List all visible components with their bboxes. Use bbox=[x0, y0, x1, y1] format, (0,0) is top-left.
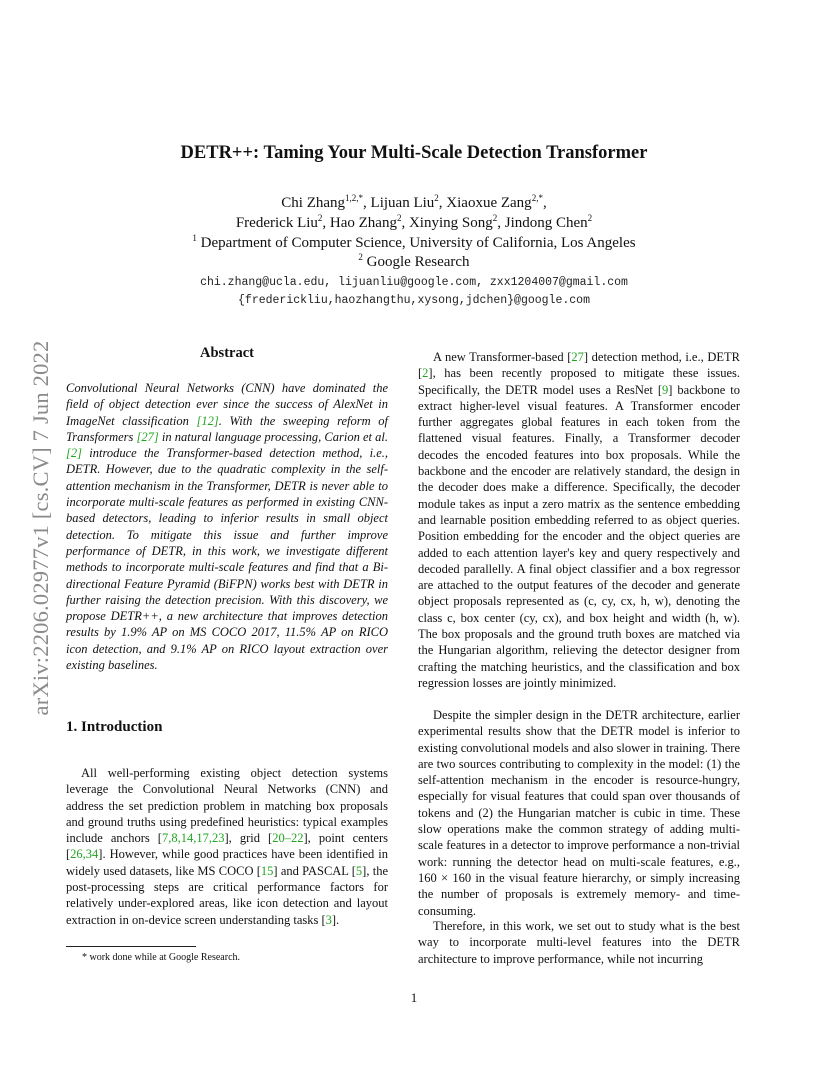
right-paragraph-1: A new Transformer-based [27] detection method, i.e., DETR [2], has been recently proposed to mitigate these issues. Specifically, the DETR model uses a ResNet [9] backbone to extract higher-level visual features. A Transformer encoder further aggregates global features in each token from the flattened visual features. Finally, a Transformer decoder decodes the encoded features into box proposals. While the backbone and the encoder are relatively standard, the design in the decoder does make a difference. Specifically, the decoder module takes as input a zero matrix as the sentence embedding and learnable position embedding referred to as object queries. Position embedding for the encoder and the object queries are added to each attention layer's key and query respectively and decoded parallelly. A final object classifier and a box regressor are attached to the output features of the decoder and generate object proposals represented as (c, cy, cx, h, w), denoting the class c, box center (cy, cx), and box height and width (h, w). The box proposals and the ground truth boxes are matched via the Hungarian algorithm, relieving the detector designer from crafting the matching heuristics, and the classification and box regression losses are jointly minimized. bbox=[418, 350, 741, 690]
affiliation-1: $^1$ Department of Computer Science, University of California, Los Angeles bbox=[192, 233, 636, 251]
citation-link[interactable]: 9 bbox=[662, 382, 669, 397]
citation-link[interactable]: 3 bbox=[325, 912, 332, 927]
email-line-2: {frederickliu,haozhangthu,xysong,jdchen}@google.com bbox=[238, 294, 590, 307]
citation-link[interactable]: 15 bbox=[260, 863, 274, 878]
affiliation-2: $^2$ Google Research bbox=[358, 252, 470, 270]
citation-link[interactable]: 7,8,14,17,23 bbox=[161, 831, 225, 846]
citation-link[interactable]: 26,34 bbox=[70, 847, 99, 862]
abstract-body: Convolutional Neural Networks (CNN) have dominated the field of object detection ever since the success of AlexNet in ImageNet classification [12]. With the sweeping reform of Transformers [27] in natural language processing, Carion et al. [2] introduce the Transformer-based detection method, i.e., DETR. However, due to the quadratic complexity in the self-attention mechanism in the Transformer, DETR is never able to incorporate multi-scale features as performed in existing CNN-based detectors, leading to inferior results in small object detection. To mitigate this issue and further improve performance of DETR, in this work, we investigate different methods to incorporate multi-scale features and find that a Bi-directional Feature Pyramid (BiFPN) works best with DETR in further raising the detection precision. With this discovery, we propose DETR++, a new architecture that improves detection results by 1.9% AP on MS COCO 2017, 11.5% AP on RICO icon detection, and 9.1% AP on RICO layout extraction over existing baselines. bbox=[66, 381, 389, 673]
abstract-heading: Abstract bbox=[200, 345, 254, 361]
citation-link[interactable]: 27 bbox=[571, 350, 584, 364]
arxiv-stamp bbox=[26, 300, 56, 755]
right-paragraph-3: Therefore, in this work, we set out to study what is the best way to incorporate multi-level features into the DETR architecture to improve performance, while not incurring bbox=[418, 919, 740, 966]
footnote: * work done while at Google Research. bbox=[82, 952, 241, 963]
citation-link[interactable]: 5 bbox=[355, 863, 363, 878]
right-paragraph-2: Despite the simpler design in the DETR architecture, earlier experimental results show that the DETR model is inferior to existing convolutional models and also slower in training. There are two sources contributing to complexity in the model: (1) the self-attention mechanism in the encoder is resource-hungry, especially for visual features that could span over thousands of tokens and (2) the Hungarian matcher is cubic in time. These slow operations make the common strategy of adding multi-scale features in a detector to improve performance a non-trivial work: running the detector head on multi-scale features, e.g., 160 × 160 in the visual feature hierarchy, or simply increasing the number of proposals is extremely memory- and time-consuming. bbox=[418, 708, 740, 918]
footnote-rule bbox=[66, 946, 196, 947]
citation-link[interactable]: 20–22 bbox=[272, 831, 304, 846]
paper-title: DETR++: Taming Your Multi-Scale Detection Transformer bbox=[180, 143, 648, 163]
author-line-1: Chi Zhang$^{1,2,*}$, Lijuan Liu$^2$, Xiaoxue Zang$^{2,*}$, bbox=[281, 193, 547, 211]
arxiv-id: arXiv:2206.02977v1 [cs.CV] 7 Jun 2022 bbox=[28, 340, 53, 715]
citation-link[interactable]: 2 bbox=[422, 366, 429, 381]
citation-link[interactable]: [2] bbox=[66, 446, 82, 461]
page-number: 1 bbox=[410, 990, 418, 1005]
introduction-paragraph: All well-performing existing object detection systems leverage the Convolutional Neural Networks (CNN) and address the set prediction problem in matching box proposals and ground truths using predefined heuristics: typical examples include anchors [7,8,14,17,23], grid [20–22], point centers [26,34]. However, while good practices have been identified in widely used datasets, like MS COCO [15] and PASCAL [5], the post-processing steps are critical performance factors for relatively under-explored areas, like icon detection and layout extraction in on-device screen understanding tasks [3]. bbox=[66, 766, 388, 927]
email-line-1: chi.zhang@ucla.edu, lijuanliu@google.com, zxx1204007@gmail.com bbox=[200, 276, 628, 289]
citation-link[interactable]: [12] bbox=[196, 413, 219, 428]
citation-link[interactable]: [27] bbox=[136, 429, 159, 444]
author-line-2: Frederick Liu$^2$, Hao Zhang$^2$, Xinying Song$^2$, Jindong Chen$^2$ bbox=[235, 213, 593, 231]
section-heading-introduction: 1. Introduction bbox=[66, 719, 163, 735]
